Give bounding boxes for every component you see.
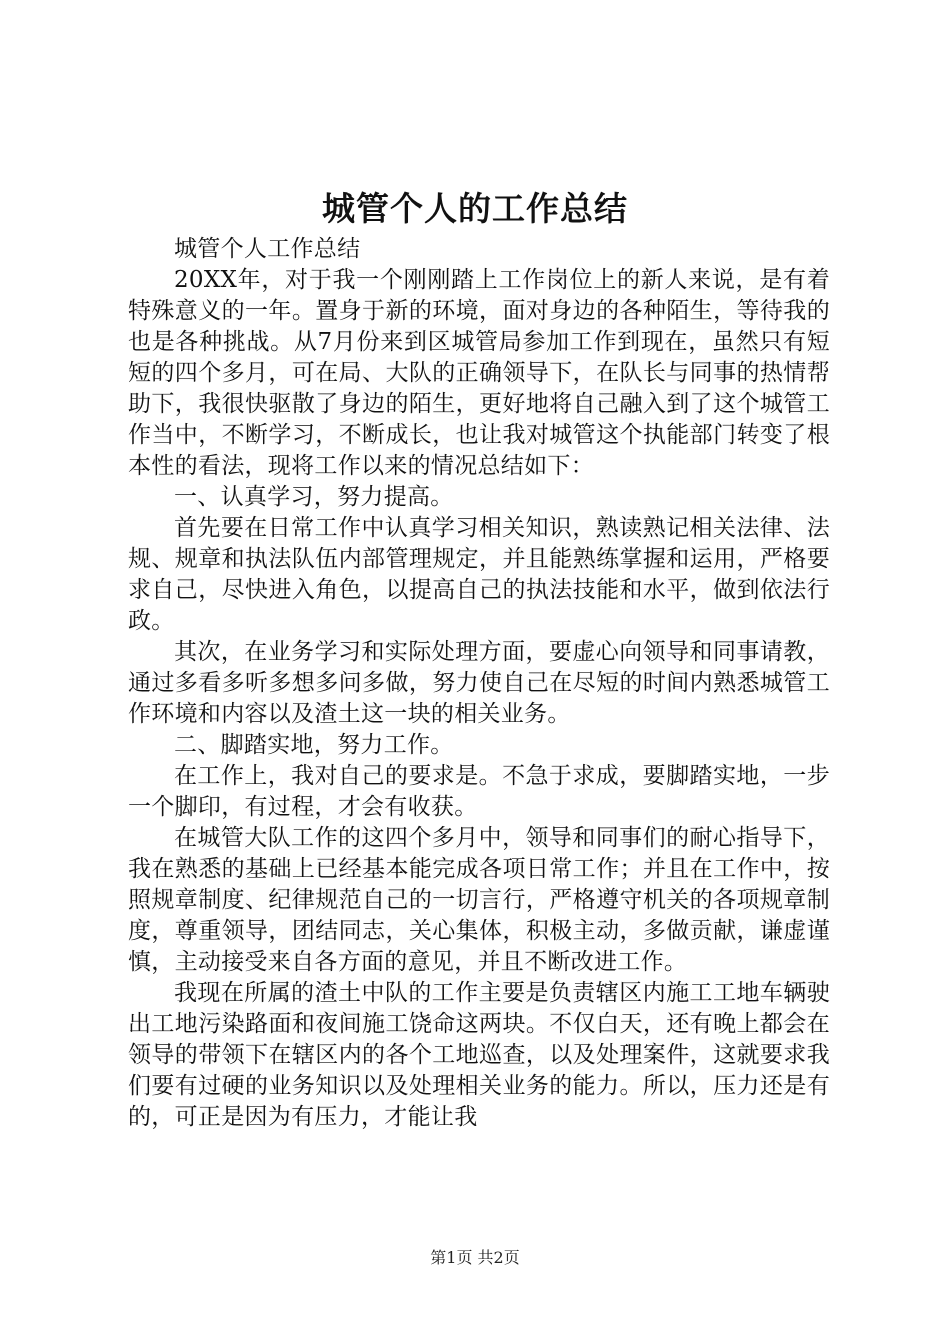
document-body (128, 234, 830, 1133)
document-title: 城管个人的工作总结 (322, 189, 628, 228)
paragraph-heading: 城管个人工作总结 (174, 236, 361, 262)
paragraph: 其次，在业务学习和实际处理方面，要虚心向领导和同事请教，通过多看多听多想多问多做，努力使自己在尽短的时间内熟悉城管工作环境和内容以及渣土这一块的相关业务。 (128, 639, 830, 727)
paragraph: 在城管大队工作的这四个多月中，领导和同事们的耐心指导下，我在熟悉的基础上已经基本能完成各项日常工作；并且在工作中，按照规章制度、纪律规范自己的一切言行，严格遵守机关的各项规章制度，尊重领导，团结同志，关心集体，积极主动，多做贡献，谦虚谨慎，主动接受来自各方面的意见，并且不断改进工作。 (128, 825, 830, 975)
paragraph-intro: 20XX年，对于我一个刚刚踏上工作岗位上的新人来说，是有着特殊意义的一年。置身于新的环境，面对身边的各种陌生，等待我的也是各种挑战。从7月份来到区城管局参加工作到现在，虽然只有短短的四个多月，可在局、大队的正确领导下，在队长与同事的热情帮助下，我很快驱散了身边的陌生，更好地将自己融入到了这个城管工作当中，不断学习，不断成长，也让我对城管这个执能部门转变了根本性的看法，现将工作以来的情况总结如下： (128, 267, 830, 479)
paragraph: 在工作上，我对自己的要求是。不急于求成，要脚踏实地，一步一个脚印，有过程，才会有收获。 (128, 763, 830, 820)
paragraph: 首先要在日常工作中认真学习相关知识，熟读熟记相关法律、法规、规章和执法队伍内部管理规定，并且能熟练掌握和运用，严格要求自己，尽快进入角色，以提高自己的执法技能和水平，做到依法行政。 (128, 515, 830, 634)
page-footer: 第1页 共2页 (430, 1248, 520, 1267)
section-heading-2: 二、脚踏实地，努力工作。 (174, 732, 454, 758)
section-heading-1: 一、认真学习，努力提高。 (174, 484, 454, 510)
paragraph: 我现在所属的渣土中队的工作主要是负责辖区内施工工地车辆驶出工地污染路面和夜间施工饶命这两块。不仅白天，还有晚上都会在领导的带领下在辖区内的各个工地巡查，以及处理案件，这就要求我们要有过硬的业务知识以及处理相关业务的能力。所以，压力还是有的，可正是因为有压力，才能让我 (128, 980, 830, 1130)
